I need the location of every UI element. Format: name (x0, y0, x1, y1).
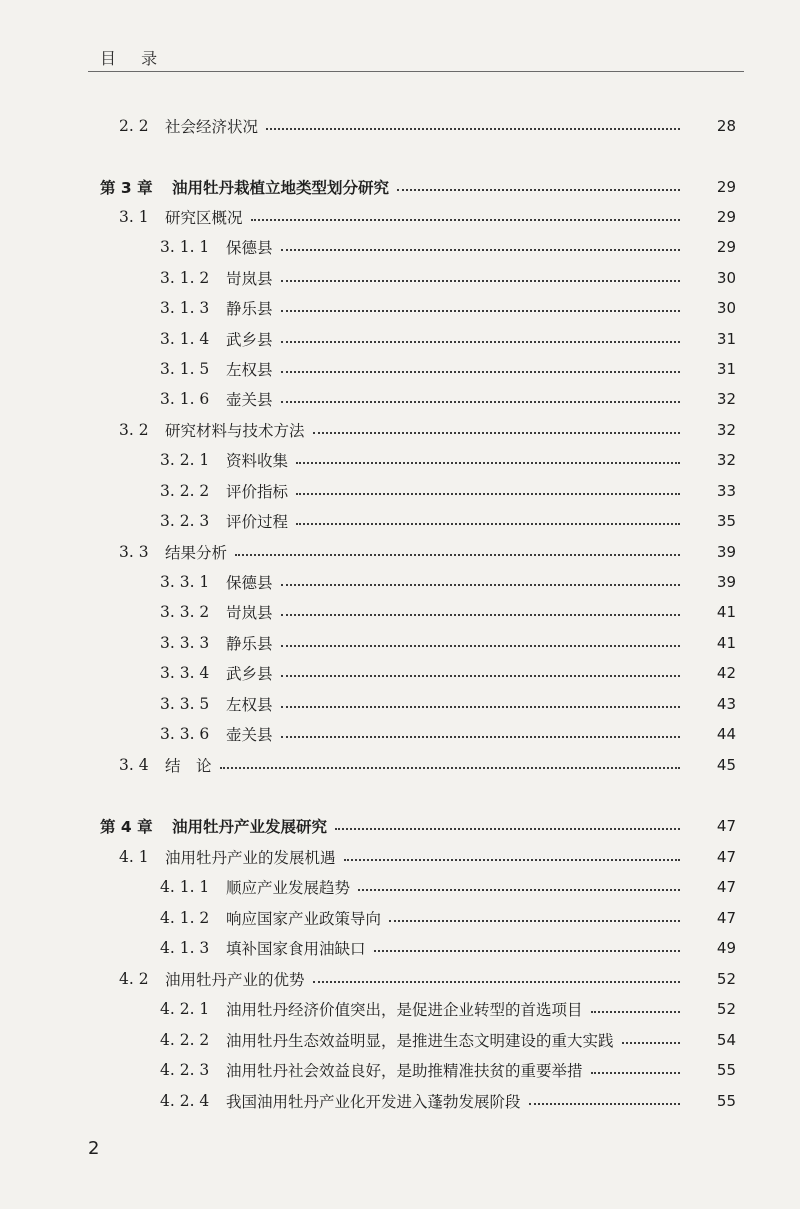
toc-entry-page: 41 (716, 603, 736, 621)
dot-leader (529, 1103, 680, 1105)
toc-entry[interactable] (0, 721, 800, 747)
toc-entry-number: 第 3 章 (100, 179, 153, 197)
toc-entry-title: 结果分析 (165, 544, 228, 562)
toc-entry-page: 35 (716, 512, 736, 530)
toc-entry[interactable] (0, 935, 800, 961)
dot-leader (313, 981, 680, 983)
dot-leader (335, 828, 680, 830)
toc-entry-number: 第 4 章 (100, 818, 153, 836)
toc-entry-number: 3. 1. 2 (160, 269, 210, 287)
dot-leader (296, 493, 680, 495)
toc-entry-number: 3. 1. 5 (160, 360, 210, 378)
toc-entry-title: 响应国家产业政策导向 (226, 910, 382, 928)
toc-entry-title: 结 论 (165, 757, 212, 775)
toc-entry[interactable] (0, 691, 800, 717)
toc-entry-title: 岢岚县 (226, 604, 273, 622)
toc-entry[interactable] (0, 660, 800, 686)
toc-entry-title: 油用牡丹产业的优势 (165, 971, 305, 989)
toc-entry[interactable] (0, 1027, 800, 1053)
toc-entry-number: 3. 1. 3 (160, 299, 210, 317)
toc-entry-page: 32 (716, 421, 736, 439)
toc-chapter-entry[interactable] (0, 813, 800, 839)
toc-entry-number: 4. 1. 3 (160, 939, 210, 957)
toc-entry[interactable] (0, 265, 800, 291)
toc-entry-title: 油用牡丹社会效益良好，是助推精准扶贫的重要举措 (226, 1062, 583, 1080)
toc-entry-title: 油用牡丹栽植立地类型划分研究 (172, 179, 390, 197)
toc-entry-number: 3. 3. 6 (160, 725, 210, 743)
toc-entry-title: 岢岚县 (226, 270, 273, 288)
toc-entry-number: 3. 4 (119, 756, 149, 774)
dot-leader (281, 371, 680, 373)
toc-entry-number: 3. 3 (119, 543, 149, 561)
page-header-title: 目 录 (100, 49, 168, 68)
toc-entry-number: 3. 1. 6 (160, 390, 210, 408)
toc-entry-page: 47 (716, 817, 736, 835)
toc-entry-page: 47 (716, 848, 736, 866)
toc-entry-number: 4. 1. 1 (160, 878, 210, 896)
toc-entry-number: 2. 2 (119, 117, 149, 135)
toc-entry[interactable] (0, 874, 800, 900)
toc-entry-page: 30 (716, 299, 736, 317)
dot-leader (281, 584, 680, 586)
toc-entry-number: 4. 1. 2 (160, 909, 210, 927)
toc-entry[interactable] (0, 966, 800, 992)
toc-entry-number: 4. 2. 2 (160, 1031, 210, 1049)
toc-entry-page: 33 (716, 482, 736, 500)
toc-entry-title: 评价指标 (226, 483, 289, 501)
dot-leader (251, 219, 680, 221)
toc-entry-title: 静乐县 (226, 300, 273, 318)
toc-entry-page: 47 (716, 909, 736, 927)
toc-entry-page: 39 (716, 543, 736, 561)
toc-entry-number: 3. 1. 1 (160, 238, 210, 256)
toc-entry[interactable] (0, 905, 800, 931)
dot-leader (296, 523, 680, 525)
toc-chapter-entry[interactable] (0, 174, 800, 200)
dot-leader (281, 645, 680, 647)
toc-entry-number: 3. 2. 1 (160, 451, 210, 469)
dot-leader (281, 310, 680, 312)
toc-entry-page: 49 (716, 939, 736, 957)
toc-entry-page: 29 (716, 238, 736, 256)
toc-entry-page: 28 (716, 117, 736, 135)
dot-leader (591, 1011, 680, 1013)
toc-entry[interactable] (0, 569, 800, 595)
toc-entry[interactable] (0, 1057, 800, 1083)
toc-entry[interactable] (0, 630, 800, 656)
toc-entry-number: 3. 2. 3 (160, 512, 210, 530)
toc-entry-page: 42 (716, 664, 736, 682)
toc-entry-title: 评价过程 (226, 513, 289, 531)
toc-entry-title: 我国油用牡丹产业化开发进入蓬勃发展阶段 (226, 1093, 521, 1111)
toc-entry-page: 32 (716, 451, 736, 469)
toc-entry[interactable] (0, 478, 800, 504)
toc-entry-number: 3. 3. 1 (160, 573, 210, 591)
dot-leader (344, 859, 680, 861)
toc-entry-page: 54 (716, 1031, 736, 1049)
toc-entry-title: 顺应产业发展趋势 (226, 879, 351, 897)
toc-entry-page: 32 (716, 390, 736, 408)
toc-entry[interactable] (0, 326, 800, 352)
toc-entry-number: 4. 2. 4 (160, 1092, 210, 1110)
toc-entry-title: 武乡县 (226, 331, 273, 349)
toc-entry-page: 52 (716, 970, 736, 988)
dot-leader (397, 189, 680, 191)
dot-leader (591, 1072, 680, 1074)
dot-leader (281, 280, 680, 282)
toc-entry[interactable] (0, 356, 800, 382)
toc-entry-number: 4. 1 (119, 848, 149, 866)
toc-entry-number: 3. 2. 2 (160, 482, 210, 500)
dot-leader (281, 249, 680, 251)
toc-entry-number: 3. 3. 3 (160, 634, 210, 652)
toc-entry-title: 油用牡丹经济价值突出，是促进企业转型的首选项目 (226, 1001, 583, 1019)
toc-entry-title: 保德县 (226, 239, 273, 257)
dot-leader (281, 401, 680, 403)
toc-entry-page: 39 (716, 573, 736, 591)
toc-entry-number: 3. 3. 5 (160, 695, 210, 713)
toc-entry-page: 31 (716, 330, 736, 348)
toc-entry[interactable] (0, 844, 800, 870)
page-number: 2 (88, 1138, 100, 1159)
dot-leader (235, 554, 680, 556)
dot-leader (296, 462, 680, 464)
toc-entry-title: 油用牡丹生态效益明显，是推进生态文明建设的重大实践 (226, 1032, 614, 1050)
toc-entry-number: 4. 2 (119, 970, 149, 988)
toc-entry-title: 油用牡丹产业发展研究 (172, 818, 328, 836)
dot-leader (358, 889, 680, 891)
toc-entry-title: 壶关县 (226, 391, 273, 409)
dot-leader (220, 767, 680, 769)
toc-entry-title: 填补国家食用油缺口 (226, 940, 366, 958)
dot-leader (622, 1042, 680, 1044)
toc-entry-title: 研究材料与技术方法 (165, 422, 305, 440)
toc-entry[interactable] (0, 752, 800, 778)
toc-entry-page: 29 (716, 208, 736, 226)
toc-entry-page: 45 (716, 756, 736, 774)
toc-entry-title: 静乐县 (226, 635, 273, 653)
toc-entry-number: 4. 2. 1 (160, 1000, 210, 1018)
toc-entry[interactable] (0, 204, 800, 230)
dot-leader (281, 675, 680, 677)
dot-leader (281, 736, 680, 738)
dot-leader (389, 920, 680, 922)
toc-entry[interactable] (0, 234, 800, 260)
toc-entry-number: 3. 3. 2 (160, 603, 210, 621)
toc-entry[interactable] (0, 295, 800, 321)
toc-entry-page: 55 (716, 1092, 736, 1110)
toc-entry[interactable] (0, 508, 800, 534)
toc-entry[interactable] (0, 386, 800, 412)
toc-entry-title: 油用牡丹产业的发展机遇 (165, 849, 336, 867)
toc-entry-page: 52 (716, 1000, 736, 1018)
toc-entry-title: 壶关县 (226, 726, 273, 744)
toc-entry-title: 左权县 (226, 361, 273, 379)
toc-entry-title: 左权县 (226, 696, 273, 714)
toc-entry-number: 3. 1 (119, 208, 149, 226)
toc-entry-title: 武乡县 (226, 665, 273, 683)
dot-leader (374, 950, 680, 952)
toc-entry-number: 3. 3. 4 (160, 664, 210, 682)
toc-entry-number: 3. 2 (119, 421, 149, 439)
toc-entry-page: 30 (716, 269, 736, 287)
toc-entry-page: 31 (716, 360, 736, 378)
toc-entry-page: 41 (716, 634, 736, 652)
toc-entry[interactable] (0, 113, 800, 139)
toc-entry-title: 保德县 (226, 574, 273, 592)
toc-entry-page: 43 (716, 695, 736, 713)
dot-leader (281, 341, 680, 343)
toc-entry[interactable] (0, 539, 800, 565)
dot-leader (313, 432, 680, 434)
toc-entry[interactable] (0, 599, 800, 625)
toc-entry[interactable] (0, 417, 800, 443)
dot-leader (266, 128, 680, 130)
toc-entry[interactable] (0, 1088, 800, 1114)
toc-entry-title: 资料收集 (226, 452, 289, 470)
toc-entry-page: 29 (716, 178, 736, 196)
dot-leader (281, 706, 680, 708)
toc-entry-title: 社会经济状况 (165, 118, 259, 136)
toc-entry[interactable] (0, 996, 800, 1022)
toc-entry-number: 4. 2. 3 (160, 1061, 210, 1079)
dot-leader (281, 614, 680, 616)
toc-entry[interactable] (0, 447, 800, 473)
toc-entry-page: 47 (716, 878, 736, 896)
toc-entry-title: 研究区概况 (165, 209, 243, 227)
toc-entry-number: 3. 1. 4 (160, 330, 210, 348)
toc-entry-page: 55 (716, 1061, 736, 1079)
toc-entry-page: 44 (716, 725, 736, 743)
